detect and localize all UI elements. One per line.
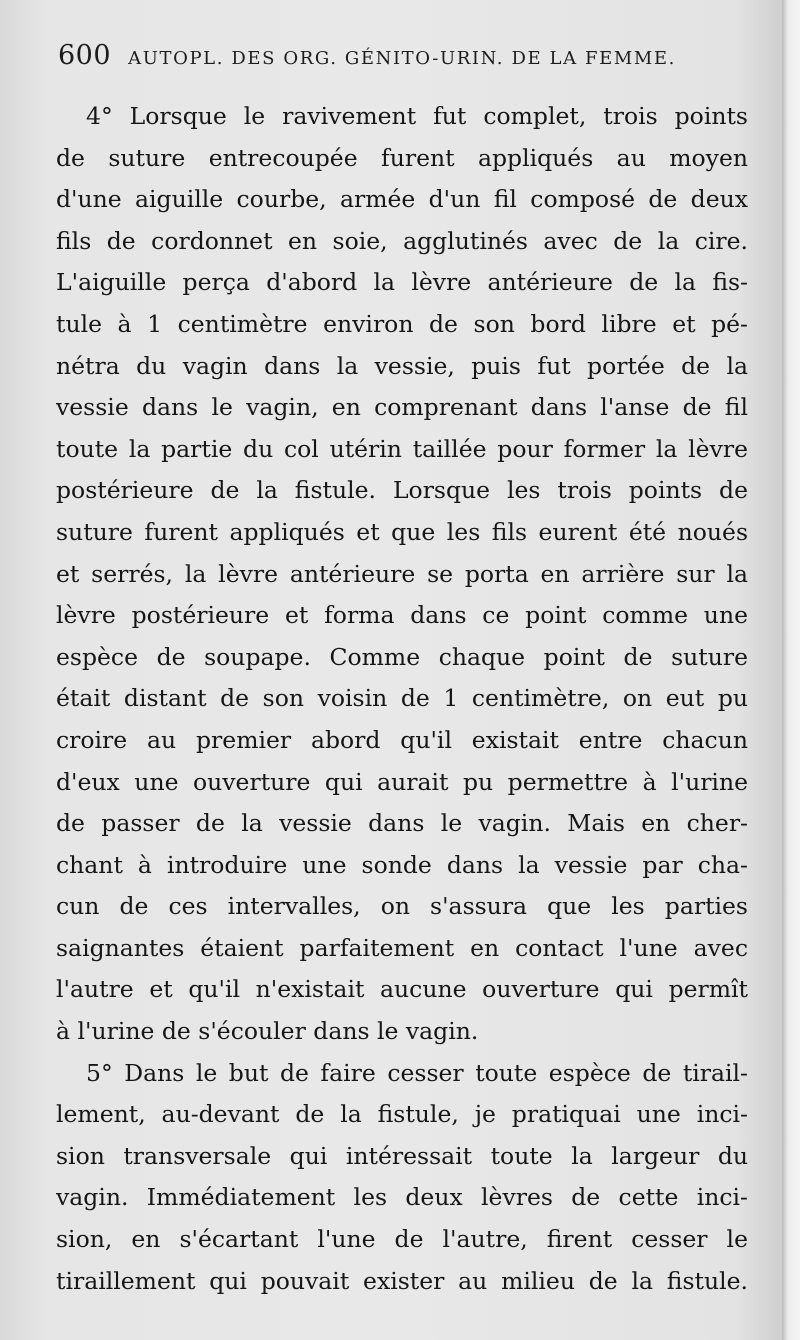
body-text [56, 96, 748, 1302]
text-line: toute la partie du col utérin taillée pour former la lèvre [56, 434, 748, 463]
text-line: L'aiguille perça d'abord la lèvre antérieure de la fis- [56, 268, 748, 297]
text-line: l'autre et qu'il n'existait aucune ouverture qui permît [56, 975, 748, 1004]
text-line: était distant de son voisin de 1 centimètre, on eut pu [56, 684, 748, 713]
text-line: 4° Lorsque le ravivement fut complet, trois points [86, 102, 748, 130]
page-number: 600 [58, 40, 112, 71]
text-line: sion, en s'écartant l'une de l'autre, firent cesser le [56, 1225, 748, 1254]
text-line: suture furent appliqués et que les fils eurent été noués [56, 517, 748, 546]
text-line: postérieure de la fistule. Lorsque les trois points de [56, 476, 748, 505]
text-line: à l'urine de s'écouler dans le vagin. [56, 1017, 479, 1046]
text-line: saignantes étaient parfaitement en contact l'une avec [56, 933, 748, 962]
text-line: lement, au-devant de la fistule, je pratiquai une inci- [56, 1100, 748, 1129]
text-line: vessie dans le vagin, en comprenant dans l'anse de fil [56, 393, 748, 422]
text-line: cun de ces intervalles, on s'assura que les parties [56, 892, 748, 921]
text-line: sion transversale qui intéressait toute la largeur du [56, 1141, 748, 1170]
text-line: espèce de soupape. Comme chaque point de suture [56, 642, 748, 671]
text-line: vagin. Immédiatement les deux lèvres de cette inci- [56, 1183, 748, 1212]
text-line: lèvre postérieure et forma dans ce point comme une [56, 601, 748, 630]
text-line: d'une aiguille courbe, armée d'un fil composé de deux [56, 185, 748, 214]
text-line: de passer de la vessie dans le vagin. Mais en cher- [56, 809, 748, 838]
page-edge [782, 0, 800, 1340]
text-line: tule à 1 centimètre environ de son bord libre et pé- [56, 309, 748, 338]
text-line: d'eux une ouverture qui aurait pu permettre à l'urine [56, 767, 748, 796]
text-line: croire au premier abord qu'il existait entre chacun [56, 725, 748, 754]
running-title: AUTOPL. DES ORG. GÉNITO-URIN. DE LA FEMME. [128, 48, 676, 69]
text-line: nétra du vagin dans la vessie, puis fut portée de la [56, 351, 748, 380]
text-line: fils de cordonnet en soie, agglutinés avec de la cire. [56, 226, 748, 255]
page-header [58, 40, 758, 80]
text-line: et serrés, la lèvre antérieure se porta en arrière sur la [56, 559, 748, 588]
text-line: 5° Dans le but de faire cesser toute espèce de tirail- [86, 1058, 748, 1087]
text-line: chant à introduire une sonde dans la vessie par cha- [56, 850, 748, 879]
text-line: tiraillement qui pouvait exister au milieu de la fistule. [56, 1266, 748, 1295]
text-line: de suture entrecoupée furent appliqués au moyen [56, 143, 748, 172]
